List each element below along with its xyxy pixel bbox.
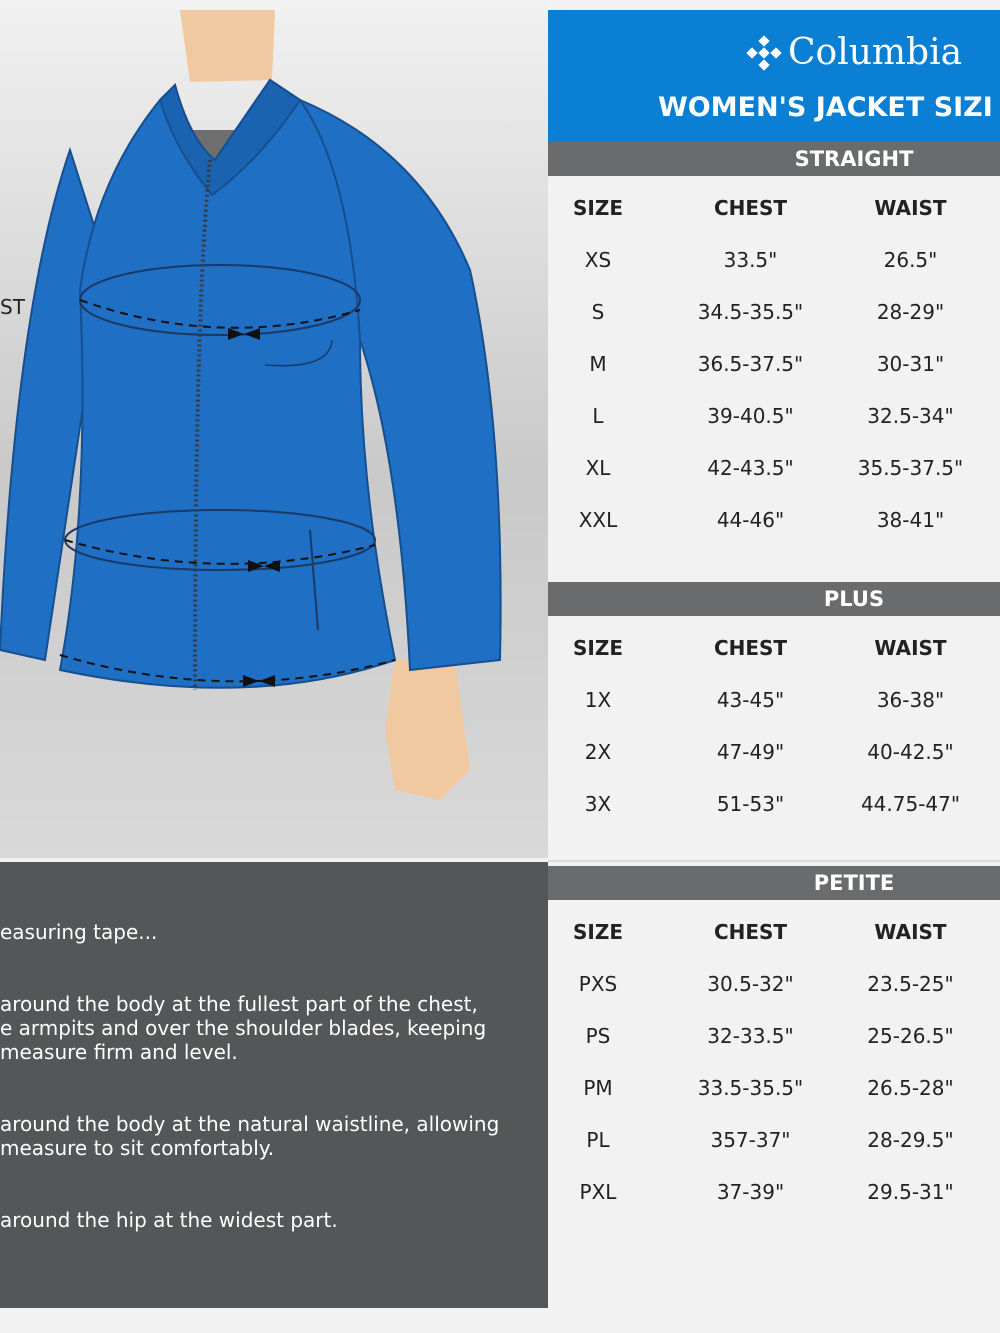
chart-title: WOMEN'S JACKET SIZI [658, 92, 993, 123]
waist-cell: 40-42.5" [867, 740, 954, 764]
table-row [548, 958, 1000, 1010]
waist-cell: 26.5" [883, 248, 938, 272]
chest-cell: 39-40.5" [707, 404, 794, 428]
table-row [548, 1114, 1000, 1166]
brand-logo [746, 32, 962, 73]
instruction-waist: around the body at the natural waistline, allowing measure to sit comfortably. [0, 1112, 500, 1160]
waist-cell: 28-29.5" [867, 1128, 954, 1152]
size-cell: XXL [578, 508, 618, 532]
table-row [548, 778, 1000, 830]
chest-cell: 44-46" [716, 508, 785, 532]
waist-cell: 29.5-31" [867, 1180, 954, 1204]
header-chest: CHEST [713, 920, 788, 944]
table-row [548, 674, 1000, 726]
chest-cell: 30.5-32" [707, 972, 794, 996]
size-cell: PXL [579, 1180, 617, 1204]
instruction-intro: easuring tape... [0, 920, 158, 944]
size-cell: 2X [584, 740, 612, 764]
brand-header [548, 10, 1000, 142]
size-cell: PXS [578, 972, 618, 996]
header-size: SIZE [572, 920, 623, 944]
chest-cell: 33.5" [723, 248, 778, 272]
waist-cell: 30-31" [876, 352, 945, 376]
header-chest: CHEST [713, 196, 788, 220]
table-row [548, 234, 1000, 286]
chest-cell: 51-53" [716, 792, 785, 816]
waist-cell: 23.5-25" [867, 972, 954, 996]
chest-cell: 357-37" [710, 1128, 791, 1152]
table-header-row [548, 906, 1000, 958]
jacket-drawing [0, 10, 548, 858]
header-chest: CHEST [713, 636, 788, 660]
size-cell: PL [586, 1128, 610, 1152]
chest-cell: 36.5-37.5" [697, 352, 804, 376]
size-cell: 3X [584, 792, 612, 816]
waist-cell: 44.75-47" [860, 792, 961, 816]
table-row [548, 390, 1000, 442]
table-row [548, 1010, 1000, 1062]
size-cell: S [591, 300, 605, 324]
size-cell: XS [584, 248, 612, 272]
header-waist: WAIST [874, 636, 947, 660]
table-row [548, 286, 1000, 338]
jacket-illustration [0, 10, 548, 858]
columbia-diamond-icon [746, 35, 782, 71]
header-size: SIZE [572, 196, 623, 220]
waist-cell: 36-38" [876, 688, 945, 712]
waist-cell: 35.5-37.5" [857, 456, 964, 480]
table-row [548, 726, 1000, 778]
chest-cell: 37-39" [716, 1180, 785, 1204]
size-cell: PM [583, 1076, 613, 1100]
instruction-hip: around the hip at the widest part. [0, 1208, 338, 1232]
waist-cell: 32.5-34" [867, 404, 954, 428]
size-chart [548, 10, 1000, 1308]
brand-name: Columbia [788, 32, 963, 73]
size-cell: 1X [584, 688, 612, 712]
size-cell: XL [585, 456, 611, 480]
table-row [548, 338, 1000, 390]
table-row [548, 1166, 1000, 1218]
chest-cell: 47-49" [716, 740, 785, 764]
table-row [548, 494, 1000, 546]
size-cell: L [592, 404, 604, 428]
chest-cell: 42-43.5" [707, 456, 794, 480]
chest-cell: 33.5-35.5" [697, 1076, 804, 1100]
table-header-row [548, 182, 1000, 234]
size-cell: PS [585, 1024, 611, 1048]
table-row [548, 1062, 1000, 1114]
section-title-petite: PETITE [548, 866, 1000, 900]
table-row [548, 442, 1000, 494]
chest-cell: 34.5-35.5" [697, 300, 804, 324]
waist-cell: 25-26.5" [867, 1024, 954, 1048]
header-size: SIZE [572, 636, 623, 660]
chest-label: ST [0, 295, 25, 319]
chest-cell: 43-45" [716, 688, 785, 712]
waist-cell: 26.5-28" [867, 1076, 954, 1100]
size-cell: M [589, 352, 607, 376]
section-title-plus: PLUS [548, 582, 1000, 616]
table-header-row [548, 622, 1000, 674]
waist-cell: 28-29" [876, 300, 945, 324]
instruction-chest: around the body at the fullest part of the chest, e armpits and over the shoulder blades, keeping measure firm and level. [0, 992, 487, 1064]
chest-cell: 32-33.5" [707, 1024, 794, 1048]
header-waist: WAIST [874, 920, 947, 944]
measuring-instructions [0, 862, 548, 1308]
waist-cell: 38-41" [876, 508, 945, 532]
header-waist: WAIST [874, 196, 947, 220]
section-title-straight: STRAIGHT [548, 142, 1000, 176]
section-divider [548, 860, 1000, 862]
